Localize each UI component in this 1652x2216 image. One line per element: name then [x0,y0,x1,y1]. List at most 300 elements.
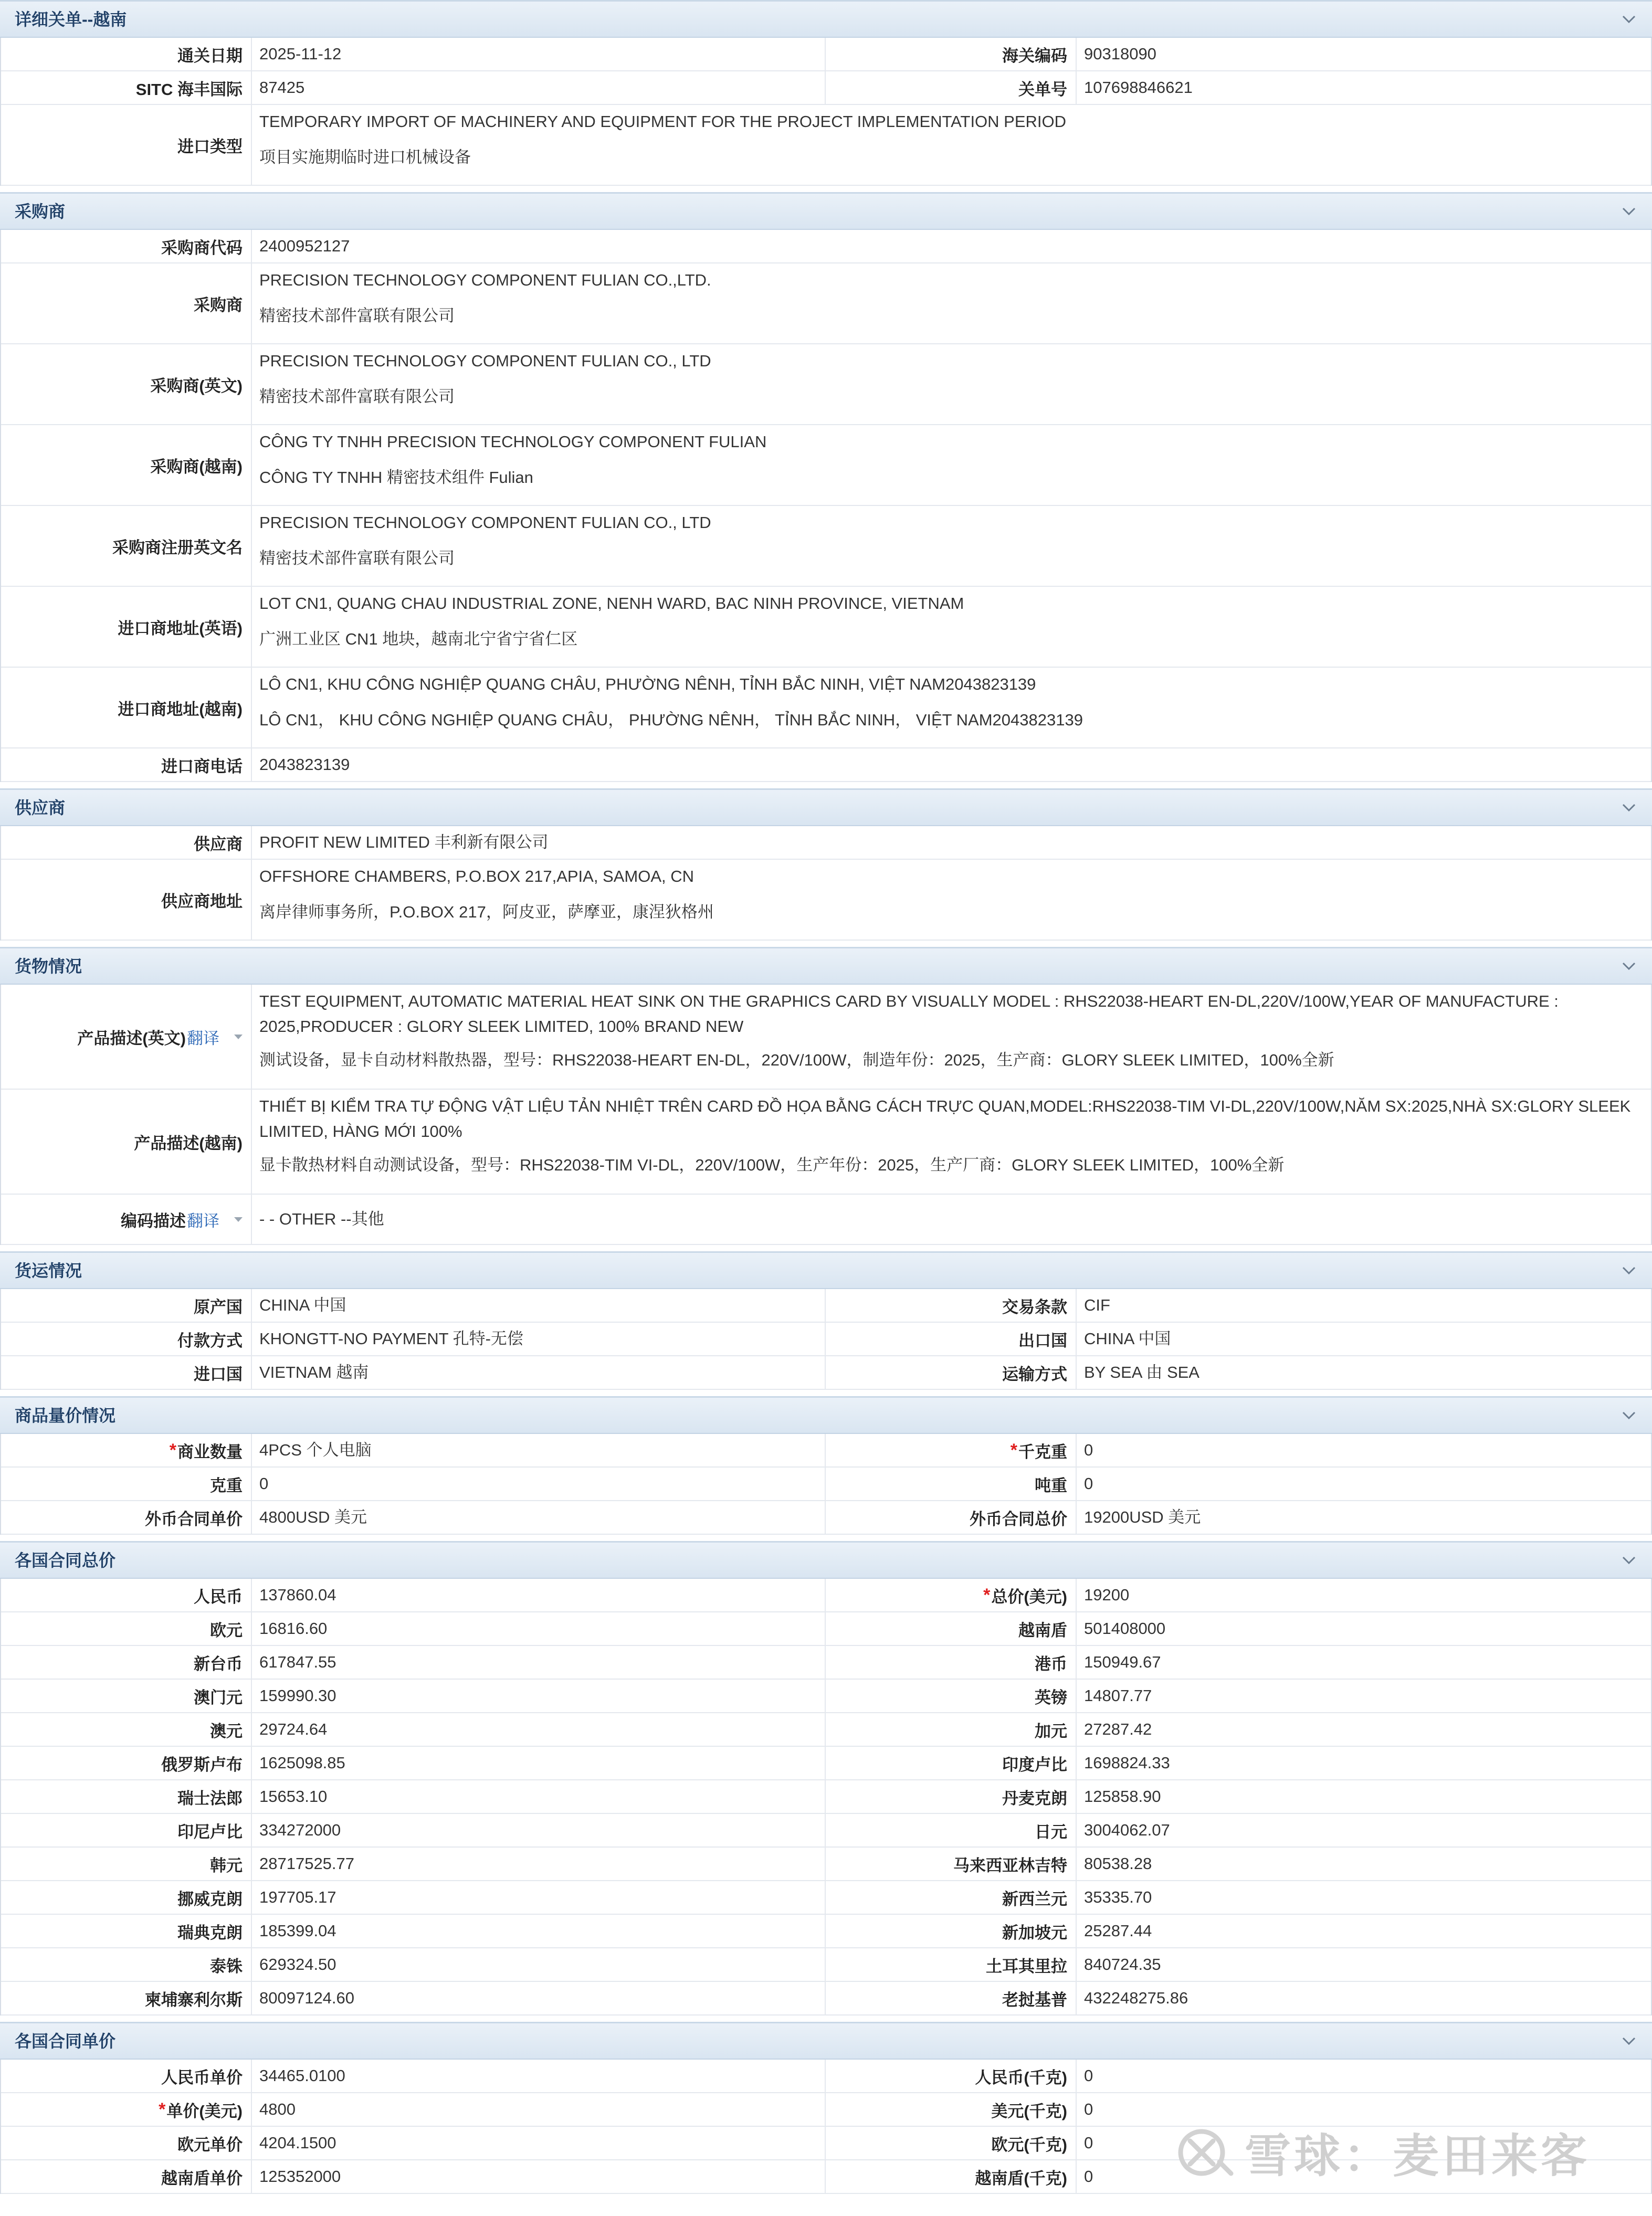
field-value: KHONGTT-NO PAYMENT 孔特-无偿 [259,1329,523,1348]
field-cell [826,1468,1650,1500]
field-value [252,1090,1651,1194]
section-header[interactable] [0,1396,1652,1434]
field-label [826,2060,1077,2092]
field-label-text: 马来西亚林吉特 [953,1856,1067,1875]
field-label-text: 千克重 [1018,1442,1067,1461]
field-label-text: 付款方式 [177,1331,243,1350]
field-value: 334272000 [259,1821,341,1839]
field-label-text: 海关编码 [1002,46,1067,65]
field-cell [1,1982,826,2014]
value-line-secondary: 显卡散热材料自动测试设备，型号：RHS22038-TIM VI-DL，220V/100W，生产年份：2025，生产厂商：GLORY SLEEK LIMITED，100%全新 [259,1156,1285,1174]
field-cell [826,1680,1650,1712]
field-cell [1,985,1651,1089]
field-value: 125858.90 [1084,1787,1161,1806]
section-header[interactable] [0,1541,1652,1579]
field-value: CHINA 中国 [259,1296,346,1314]
field-row [1,105,1651,186]
field-row [1,985,1651,1090]
snowball-logo-icon [1174,2125,1237,2180]
field-row [1,668,1651,748]
field-cell [1,1881,826,1914]
field-label [1,1323,252,1355]
field-cell [1,748,1651,781]
field-label-text: 采购商注册英文名 [112,538,243,557]
chevron-down-icon[interactable] [1622,13,1636,26]
field-label [1,1501,252,1534]
section-gap [0,1245,1652,1251]
section-title: 各国合同单价 [15,2032,116,2051]
section-title: 各国合同总价 [15,1551,116,1570]
field-value: 25287.44 [1084,1922,1152,1940]
field-cell [1,1915,826,1947]
field-label [1,1747,252,1779]
section-rows [0,38,1652,186]
field-cell [1,1579,826,1611]
field-value: 107698846621 [1084,78,1193,97]
field-row [1,38,1651,71]
field-value: 3004062.07 [1084,1821,1170,1839]
field-value [252,105,1651,185]
field-label-text: 土耳其里拉 [986,1957,1067,1976]
field-label [1,748,252,781]
field-row [1,1468,1651,1501]
section-header[interactable] [0,1251,1652,1289]
chevron-down-icon[interactable] [1622,2035,1636,2048]
required-mark: * [1010,1440,1017,1460]
field-label-text: 交易条款 [1002,1297,1067,1316]
section-title: 采购商 [15,202,66,221]
field-value [252,263,1651,343]
field-label [826,1747,1077,1779]
field-cell [826,1356,1650,1389]
field-label [826,1579,1077,1611]
field-label [1,38,252,70]
field-label-text: 供应商地址 [161,892,243,911]
field-label-text: 人民币(千克) [975,2068,1067,2087]
field-cell [826,1646,1650,1679]
field-label [826,2160,1077,2193]
field-value: 35335.70 [1084,1888,1152,1906]
field-row [1,1848,1651,1881]
field-label [1,1982,252,2014]
field-label-text: 新台币 [194,1654,243,1673]
field-label [826,1434,1077,1466]
section-gap [0,186,1652,192]
value-line-secondary: LÔ CN1， KHU CÔNG NGHIỆP QUANG CHÂU， PHƯỜNG NÊNH， TỈNH BẮC NINH， VIỆT NAM2043823139 [259,711,1083,729]
field-label [826,1848,1077,1880]
section-goods [0,947,1652,1251]
section-detail [0,0,1652,192]
field-row [1,587,1651,668]
value-line-secondary: 测试设备，显卡自动材料散热器，型号：RHS22038-HEART EN-DL，220V/100W，制造年份：2025，生产商：GLORY SLEEK LIMITED，100%全新 [259,1051,1334,1069]
field-label-text: 加元 [1035,1722,1067,1740]
value-line-primary: PRECISION TECHNOLOGY COMPONENT FULIAN CO., LTD [259,352,711,370]
field-value: 4800 [259,2100,296,2118]
field-label-text: 总价(美元) [991,1587,1067,1606]
field-label [1,230,252,262]
field-row [1,1195,1651,1245]
field-label [1,71,252,104]
section-header[interactable] [0,2022,1652,2060]
field-cell [826,71,1650,104]
value-line-primary: TEST EQUIPMENT, AUTOMATIC MATERIAL HEAT SINK ON THE GRAPHICS CARD BY VISUALLY MODEL : RHS22038-HEART EN-DL,220V/100W,YEAR OF MANUFACTURE : 2025,PRODUCER : GLORY SLEEK LIMITED, 100% BRAND NEW [259,992,1559,1036]
field-value: 0 [1084,1441,1093,1459]
field-row [1,506,1651,587]
field-label-text: 采购商(英文) [150,376,243,395]
field-label-text: 港币 [1035,1654,1067,1673]
field-label-text: 俄罗斯卢布 [161,1755,243,1774]
field-cell [1,1747,826,1779]
field-label-text: 日元 [1035,1822,1067,1841]
field-label-text: 韩元 [210,1856,243,1875]
field-cell [826,1579,1650,1611]
field-label [1,1289,252,1322]
field-cell [1,1434,826,1466]
field-label-text: 原产国 [194,1297,243,1316]
field-cell [826,1434,1650,1466]
field-label [1,1195,252,1244]
field-row [1,1680,1651,1713]
value-line-secondary: 离岸律师事务所，P.O.BOX 217，阿皮亚，萨摩亚，康涅狄格州 [259,903,714,921]
field-cell [826,1982,1650,2014]
field-label [1,985,252,1089]
field-value [252,985,1651,1089]
field-cell [826,2060,1650,2092]
section-gap [0,2015,1652,2022]
section-qtyprice [0,1396,1652,1541]
field-label-text: 丹麦克朗 [1002,1789,1067,1808]
field-label-text: 越南盾(千克) [975,2169,1067,2188]
field-label [1,860,252,940]
field-row [1,344,1651,425]
field-value: 125352000 [259,2167,341,2186]
section-header[interactable] [0,788,1652,826]
field-cell [1,1090,1651,1194]
field-label [1,1948,252,1981]
field-label-text: 采购商(越南) [150,457,243,476]
field-label-text: 人民币单价 [161,2068,243,2087]
caret-down-icon[interactable] [234,1035,243,1039]
translate-link[interactable]: 翻译 [187,1211,219,1230]
section-gap [0,2194,1652,2200]
field-cell [1,587,1651,667]
field-label-text: 瑞士法郎 [177,1789,243,1808]
field-cell [1,105,1651,185]
field-value [252,860,1651,940]
value-line-secondary: 精密技术部件富联有限公司 [259,387,455,406]
field-label [826,1646,1077,1679]
field-cell [1,826,1651,859]
field-label-text: 进口商地址(英语) [118,619,243,638]
field-cell [1,1195,1651,1244]
value-line-secondary: 精密技术部件富联有限公司 [259,307,455,325]
field-cell [1,2160,826,2193]
field-cell [1,2060,826,2092]
field-label-text: 泰铢 [210,1957,243,1976]
field-cell [1,1323,826,1355]
field-value: 80538.28 [1084,1854,1152,1873]
field-row [1,1612,1651,1646]
field-value: CIF [1084,1296,1110,1314]
field-cell [1,1680,826,1712]
field-label [1,1356,252,1389]
field-label [826,1814,1077,1846]
field-cell [1,71,826,104]
field-row [1,1434,1651,1468]
field-cell [1,1848,826,1880]
field-cell [1,2127,826,2159]
field-value: BY SEA 由 SEA [1084,1363,1199,1381]
field-cell [826,1747,1650,1779]
field-label [826,1356,1077,1389]
value-line-primary: LOT CN1, QUANG CHAU INDUSTRIAL ZONE, NENH WARD, BAC NINH PROVINCE, VIETNAM [259,594,964,613]
field-label [826,38,1077,70]
field-label [1,1780,252,1813]
field-label [1,506,252,586]
field-cell [1,38,826,70]
caret-down-icon[interactable] [234,1217,243,1222]
field-row [1,826,1651,860]
field-row [1,1948,1651,1982]
section-header[interactable] [0,947,1652,985]
field-label [1,1579,252,1611]
field-label [1,425,252,505]
field-row [1,1780,1651,1814]
translate-link[interactable]: 翻译 [187,1029,219,1048]
field-value [252,506,1651,586]
section-header[interactable] [0,192,1652,230]
field-value: 501408000 [1084,1619,1166,1638]
value-line-primary: PRECISION TECHNOLOGY COMPONENT FULIAN CO., LTD [259,513,711,532]
field-label-text: 美元(千克) [991,2102,1067,2120]
field-value: 0 [1084,2134,1093,2152]
field-label [826,1881,1077,1914]
field-label-text: 运输方式 [1002,1365,1067,1384]
field-cell [1,1356,826,1389]
field-value: 2025-11-12 [259,45,342,63]
field-cell [826,38,1650,70]
field-value: 14807.77 [1084,1686,1152,1705]
field-value: 840724.35 [1084,1955,1161,1974]
field-value: 159990.30 [259,1686,336,1705]
field-label-text: 商业数量 [177,1442,243,1461]
field-label-text: 进口商地址(越南) [118,700,243,719]
field-label [1,826,252,859]
chevron-down-icon[interactable] [1622,801,1636,814]
field-value: 28717525.77 [259,1854,355,1873]
field-cell [826,1612,1650,1645]
field-cell [1,1468,826,1500]
field-label [1,2060,252,2092]
watermark-text: 雪球：麦田来客 [1245,2130,1591,2182]
field-label [1,105,252,185]
field-value: 1625098.85 [259,1754,345,1772]
field-label [1,263,252,343]
field-label-text: 老挝基普 [1002,1990,1067,2009]
field-row [1,1881,1651,1915]
field-value: 19200 [1084,1586,1130,1604]
chevron-down-icon[interactable] [1622,1264,1636,1277]
field-label [1,1814,252,1846]
field-cell [1,230,1651,262]
field-label-text: 英镑 [1035,1688,1067,1707]
field-label [826,1680,1077,1712]
field-label-text: 采购商 [194,296,243,314]
section-rows [0,230,1652,782]
field-label-text: 挪威克朗 [177,1890,243,1908]
chevron-down-icon[interactable] [1622,960,1636,973]
field-row [1,1646,1651,1680]
field-label [826,2093,1077,2126]
field-label-text: 印尼卢比 [177,1822,243,1841]
field-label [1,587,252,667]
field-label-text: 出口国 [1018,1331,1067,1350]
field-label-text: 单价(美元) [166,2102,243,2120]
field-label-text: 编码描述 [121,1211,186,1230]
field-label [1,1646,252,1679]
field-label-text: 外币合同总价 [970,1510,1067,1528]
field-cell [826,1323,1650,1355]
field-value: 1698824.33 [1084,1754,1170,1772]
field-row [1,1289,1651,1323]
value-line-secondary: 项目实施期临时进口机械设备 [259,148,471,166]
required-mark: * [983,1585,991,1605]
field-value: 19200USD 美元 [1084,1508,1201,1526]
field-cell [826,1814,1650,1846]
field-label-text: 进口商电话 [161,757,243,776]
field-label-text: 澳门元 [194,1688,243,1707]
field-cell [826,1501,1650,1534]
value-line-primary: CÔNG TY TNHH PRECISION TECHNOLOGY COMPONENT FULIAN [259,432,767,451]
field-label [1,1680,252,1712]
field-value: 2400952127 [259,237,350,255]
field-cell [1,1780,826,1813]
field-value: 34465.0100 [259,2066,345,2085]
value-line-secondary: 精密技术部件富联有限公司 [259,549,455,567]
field-row [1,1090,1651,1195]
field-label [1,1881,252,1914]
section-title: 商品量价情况 [15,1406,116,1425]
field-label-text: 关单号 [1018,80,1067,99]
field-label [826,71,1077,104]
section-rows [0,985,1652,1245]
field-label-text: 印度卢比 [1002,1755,1067,1774]
field-row [1,860,1651,941]
section-buyer [0,192,1652,788]
field-label-text: 欧元(千克) [991,2135,1067,2154]
chevron-down-icon[interactable] [1622,1554,1636,1567]
field-value [252,587,1651,667]
field-label-text: SITC 海丰国际 [135,80,243,99]
field-label [826,1915,1077,1947]
field-value: 432248275.86 [1084,1989,1188,2007]
section-title: 货运情况 [15,1261,82,1280]
section-header[interactable] [0,0,1652,38]
field-cell [1,1612,826,1645]
field-value: 29724.64 [259,1720,328,1738]
field-cell [826,1713,1650,1746]
field-value: 87425 [259,78,305,97]
field-label-text: 欧元单价 [177,2135,243,2154]
value-line-primary: THIẾT BỊ KIỂM TRA TỰ ĐỘNG VẬT LIỆU TẢN NHIỆT TRÊN CARD ĐỒ HỌA BẰNG CÁCH TRỰC QUAN,MODEL:RHS22038-TIM VI-DL,220V/100W,NĂM SX:2025,NHÀ SX:GLORY SLEEK LIMITED, HÀNG MỚI 100% [259,1097,1631,1141]
field-value: 0 [259,1474,269,1493]
field-label-text: 澳元 [210,1722,243,1740]
field-row [1,1747,1651,1780]
field-cell [826,1948,1650,1981]
field-label-text: 供应商 [194,835,243,853]
section-title: 货物情况 [15,957,82,976]
field-label [1,1434,252,1466]
field-cell [826,1289,1650,1322]
field-value: 185399.04 [259,1922,336,1940]
field-value: 27287.42 [1084,1720,1152,1738]
field-value: VIETNAM 越南 [259,1363,369,1381]
field-label [1,1090,252,1194]
field-value: 617847.55 [259,1653,336,1671]
field-label [1,1713,252,1746]
field-cell [1,1948,826,1981]
field-cell [1,1501,826,1534]
section-gap [0,1535,1652,1541]
field-label [1,2093,252,2126]
section-gap [0,1390,1652,1396]
field-value [252,344,1651,424]
section-gap [0,782,1652,788]
field-cell [1,1713,826,1746]
field-label-text: 通关日期 [177,46,243,65]
field-label [1,1612,252,1645]
chevron-down-icon[interactable] [1622,205,1636,218]
field-row [1,71,1651,105]
field-label-text: 克重 [210,1476,243,1495]
field-label-text: 越南盾单价 [161,2169,243,2188]
field-value: CHINA 中国 [1084,1329,1171,1348]
field-cell [1,2093,826,2126]
field-cell [1,1814,826,1846]
field-label [826,1289,1077,1322]
field-label [1,1848,252,1880]
field-cell [1,344,1651,424]
field-label-text: 产品描述(英文) [77,1029,186,1048]
field-value: 0 [1084,1474,1093,1493]
field-value: 16816.60 [259,1619,328,1638]
field-value: 137860.04 [259,1586,336,1604]
field-label [826,1468,1077,1500]
value-line-primary: LÔ CN1, KHU CÔNG NGHIỆP QUANG CHÂU, PHƯỜNG NÊNH, TỈNH BẮC NINH, VIỆT NAM2043823139 [259,675,1036,693]
field-row [1,1915,1651,1948]
field-label [826,1982,1077,2014]
field-value [252,425,1651,505]
field-label [826,1780,1077,1813]
field-label [1,2160,252,2193]
field-value: 4PCS 个人电脑 [259,1441,372,1459]
section-shipping [0,1251,1652,1396]
field-label [826,2127,1077,2159]
field-value: 0 [1084,2167,1093,2186]
value-line-primary: PRECISION TECHNOLOGY COMPONENT FULIAN CO.,LTD. [259,271,711,289]
section-title: 详细关单--越南 [15,10,127,29]
field-row [1,425,1651,506]
field-value: 150949.67 [1084,1653,1161,1671]
field-value: 2043823139 [259,755,350,774]
field-value: 0 [1084,2066,1093,2085]
chevron-down-icon[interactable] [1622,1409,1636,1422]
section-rows [0,1289,1652,1390]
field-label [1,2127,252,2159]
section-title: 供应商 [15,798,66,817]
field-value: 15653.10 [259,1787,328,1806]
field-label-text: 采购商代码 [161,238,243,257]
